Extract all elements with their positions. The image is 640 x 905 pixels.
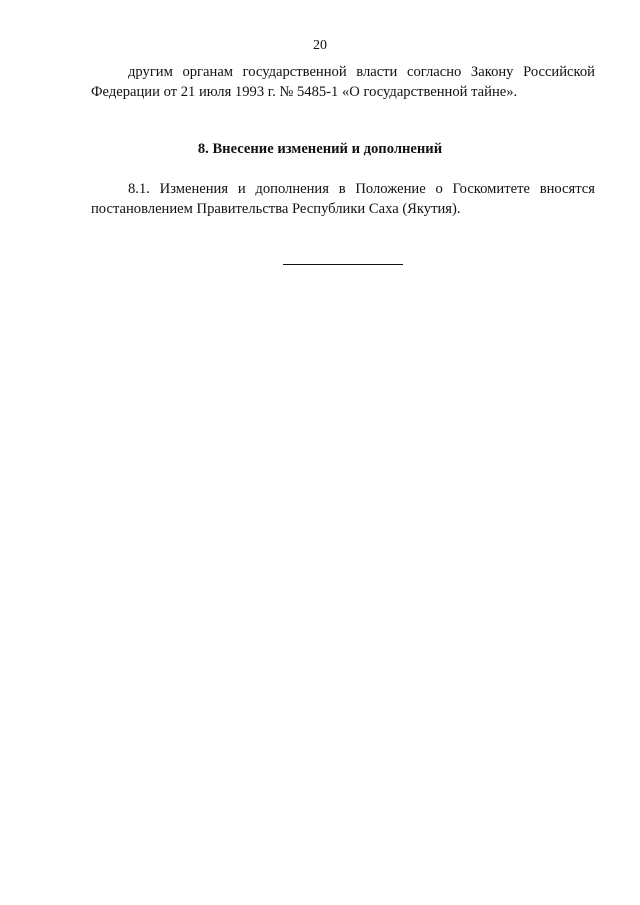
paragraph-line: постановлением Правительства Республики Саха (Якутия). (91, 201, 461, 217)
paragraph-continuation (91, 62, 595, 102)
paragraph-line: другим органам государственной власти согласно Закону Российской (128, 64, 595, 80)
end-of-document-rule (283, 264, 403, 265)
paragraph-8-1 (91, 179, 595, 219)
paragraph-line: 8.1. Изменения и дополнения в Положение о Госкомитете вносятся (128, 181, 595, 197)
section-heading: 8. Внесение изменений и дополнений (197, 141, 443, 157)
page-number: 20 (313, 38, 327, 53)
paragraph-line: Федерации от 21 июля 1993 г. № 5485-1 «О государственной тайне». (91, 84, 518, 100)
